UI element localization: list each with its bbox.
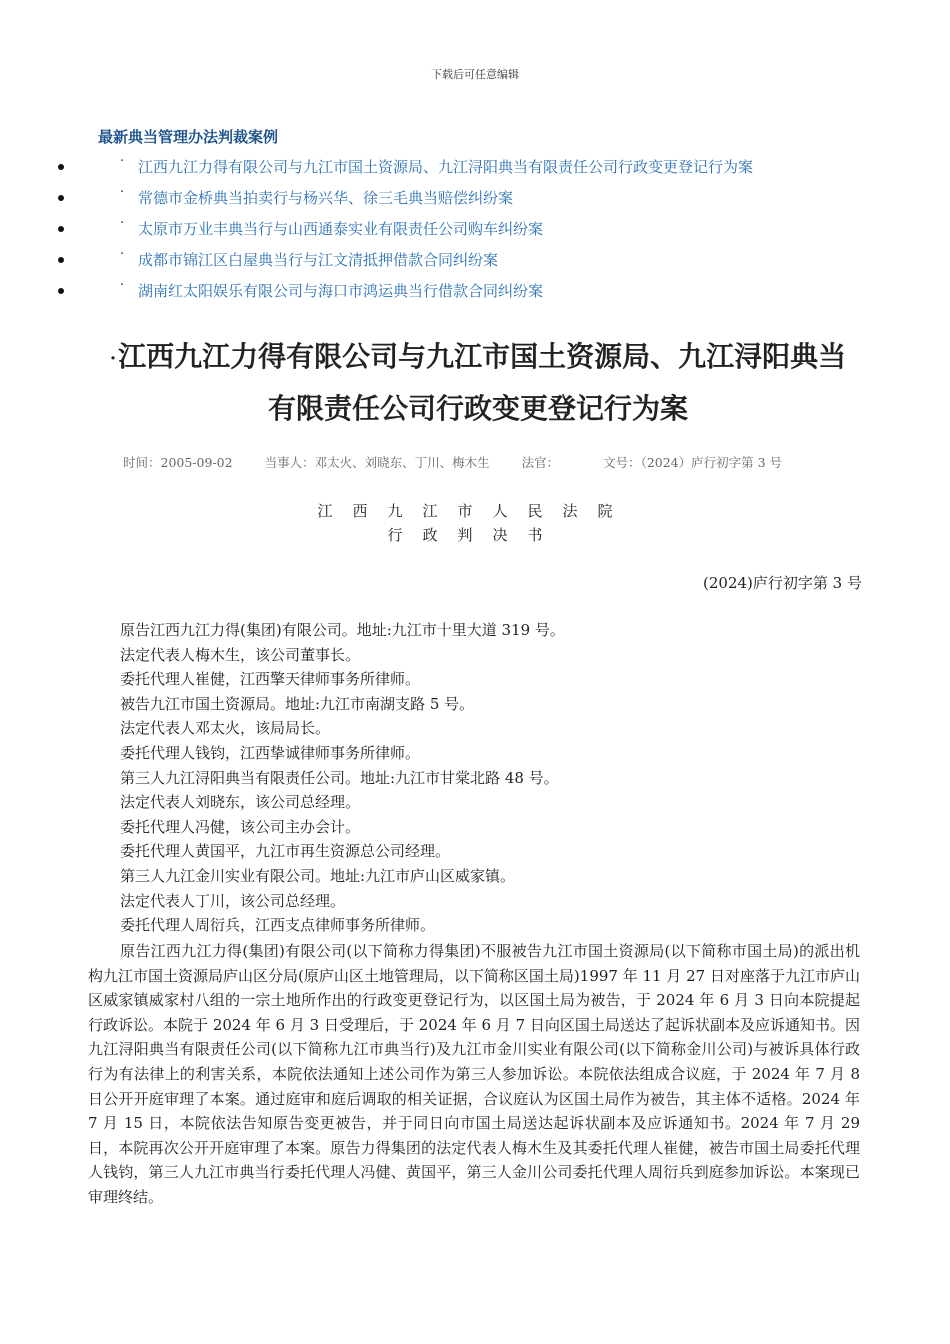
bullet-dot-icon: · [120, 154, 125, 169]
party-line: 原告江西九江力得(集团)有限公司。地址:九江市十里大道 319 号。 [120, 621, 565, 639]
meta-time: 时间：2005-09-02 [123, 455, 233, 470]
title-dot-icon: · [109, 347, 117, 369]
party-line: 委托代理人钱钧，江西挚诚律师事务所律师。 [120, 743, 421, 762]
party-line: 法定代表人丁川，该公司总经理。 [120, 891, 346, 910]
document-type: 行政判决书 [387, 526, 563, 544]
party-line: 法定代表人刘晓东，该公司总经理。 [120, 793, 361, 812]
list-item [0, 185, 950, 216]
bullet-dot-icon: · [120, 185, 125, 200]
list-item [0, 247, 950, 278]
case-link-list [0, 154, 950, 309]
case-link-2[interactable]: 常德市金桥典当拍卖行与杨兴华、徐三毛典当赔偿纠纷案 [138, 189, 514, 207]
list-item [0, 154, 950, 185]
bullet-dot-icon: · [120, 216, 125, 231]
page-header-note: 下载后可任意编辑 [431, 68, 519, 81]
judgment-body-paragraph: 原告江西九江力得(集团)有限公司(以下简称力得集团)不服被告九江市国土资源局(以下简称市国土局)的派出机构九江市国土资源局庐山区分局(原庐山区土地管理局，以下简称区国土局)1997 年 11 月 27 日对座落于九江市庐山区威家镇威家村八组的一宗土地所作出的行政变更登记行为，以区国土局为被告，于 2024 年 6 月 3 日向本院提起行政诉讼。本院于 2024 年 6 月 3 日受理后，于 2024 年 6 月 7 日向区国土局送达了起诉状副本及应诉通知书。因九江浔阳典当有限责任公司(以下简称九江市典当行)及九江市金川实业有限公司(以下简称金川公司)与被诉具体行政行为有法律上的利害关系，本院依法通知上述公司作为第三人参加诉讼。本院依法组成合议庭，于 2024 年 7 月 8 日公开开庭审理了本案。通过庭审和庭后调取的相关证据，合议庭认为区国土局作为被告，其主体不适格。2024 年 7 月 15 日，本院依法告知原告变更被告，并于同日向市国土局送达起诉状副本及应诉通知书。2024 年 7 月 29 日，本院再次公开开庭审理了本案。原告力得集团的法定代表人梅木生及其委托代理人崔健，被告市国土局委托代理人钱钧，第三人九江市典当行委托代理人冯健、黄国平，第三人金川公司委托代理人周衍兵到庭参加诉讼。本案现已审理终结。 [88, 942, 860, 1206]
court-name: 江西九江市人民法院 [317, 502, 633, 520]
bullet-icon [58, 164, 64, 170]
case-number: (2024)庐行初字第 3 号 [703, 574, 862, 592]
party-line: 委托代理人黄国平，九江市再生资源总公司经理。 [120, 842, 451, 861]
bullet-icon [58, 257, 64, 263]
party-line: 法定代表人梅木生，该公司董事长。 [120, 645, 361, 664]
party-line: 被告九江市国土资源局。地址:九江市南湖支路 5 号。 [120, 694, 475, 713]
case-link-4[interactable]: 成都市锦江区白屋典当行与江文清抵押借款合同纠纷案 [138, 251, 499, 269]
meta-parties: 当事人：邓太火、刘晓东、丁川、梅木生 [264, 455, 490, 470]
list-item [0, 216, 950, 247]
party-line: 第三人九江金川实业有限公司。地址:九江市庐山区威家镇。 [120, 866, 516, 885]
list-item [0, 278, 950, 309]
case-link-3[interactable]: 太原市万业丰典当行与山西通泰实业有限责任公司购车纠纷案 [138, 220, 544, 238]
section-heading: 最新典当管理办法判裁案例 [98, 128, 279, 146]
case-title-line-2: 有限责任公司行政变更登记行为案 [267, 391, 688, 425]
bullet-icon [58, 226, 64, 232]
bullet-dot-icon: · [120, 247, 125, 262]
party-line: 委托代理人崔健，江西擎天律师事务所律师。 [120, 670, 421, 689]
case-title-line-1: 江西九江力得有限公司与九江市国土资源局、九江浔阳典当 [118, 340, 847, 373]
party-line: 委托代理人冯健，该公司主办会计。 [120, 817, 361, 836]
case-link-5[interactable]: 湖南红太阳娱乐有限公司与海口市鸿运典当行借款合同纠纷案 [138, 282, 544, 300]
party-line: 法定代表人邓太火，该局局长。 [120, 719, 331, 738]
party-list [120, 618, 565, 938]
bullet-dot-icon: · [120, 278, 125, 293]
case-meta [123, 453, 810, 471]
bullet-icon [58, 288, 64, 294]
meta-judge: 法官： [521, 455, 560, 470]
bullet-icon [58, 195, 64, 201]
meta-doc-number: 文号：（2024）庐行初字第 3 号 [603, 455, 783, 470]
case-link-1[interactable]: 江西九江力得有限公司与九江市国土资源局、九江浔阳典当有限责任公司行政变更登记行为案 [138, 158, 754, 176]
party-line: 第三人九江浔阳典当有限责任公司。地址:九江市甘棠北路 48 号。 [120, 768, 559, 787]
case-title [98, 332, 858, 434]
party-line: 委托代理人周衍兵，江西支点律师事务所律师。 [120, 916, 436, 935]
